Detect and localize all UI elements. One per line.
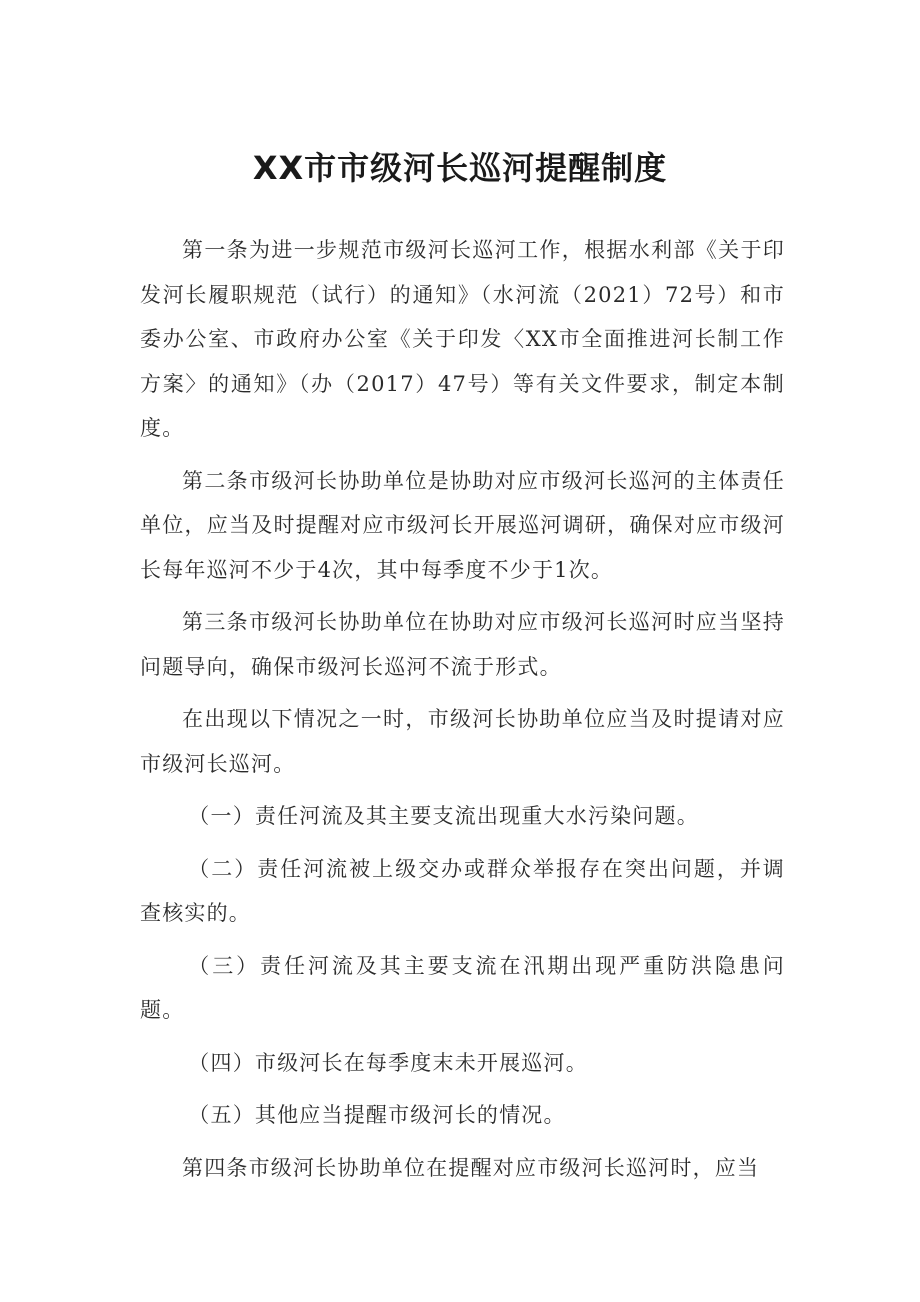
condition-item-5: （五）其他应当提醒市级河长的情况。: [188, 1103, 566, 1127]
article-1-paragraph: 第一条为进一步规范市级河长巡河工作，根据水利部《关于印发河长履职规范（试行）的通知》（水河流（2021）72号）和市委办公室、市政府办公室《关于印发〈XX市全面推进河长制工作方案〉的通知》（办（2017）47号）等有关文件要求，制定本制度。: [140, 238, 785, 440]
article-2-paragraph: 第二条市级河长协助单位是协助对应市级河长巡河的主体责任单位，应当及时提醒对应市级河长开展巡河调研，确保对应市级河长每年巡河不少于4次，其中每季度不少于1次。: [140, 468, 785, 582]
conditions-intro-paragraph: 在出现以下情况之一时，市级河长协助单位应当及时提请对应市级河长巡河。: [140, 707, 785, 776]
condition-item-1: （一）责任河流及其主要支流出现重大水污染问题。: [188, 804, 699, 828]
article-4-paragraph: 第四条市级河长协助单位在提醒对应市级河长巡河时，应当: [182, 1155, 760, 1180]
condition-item-4: （四）市级河长在每季度末未开展巡河。: [188, 1050, 588, 1075]
document-title: XX市市级河长巡河提醒制度: [252, 149, 668, 188]
document-body: [140, 228, 785, 1198]
condition-item-3: （三）责任河流及其主要支流在汛期出现严重防洪隐患问题。: [140, 953, 785, 1022]
condition-item-2: （二）责任河流被上级交办或群众举报存在突出问题，并调查核实的。: [140, 856, 785, 925]
article-3-paragraph: 第三条市级河长协助单位在协助对应市级河长巡河时应当坚持问题导向，确保市级河长巡河不流于形式。: [140, 610, 785, 679]
